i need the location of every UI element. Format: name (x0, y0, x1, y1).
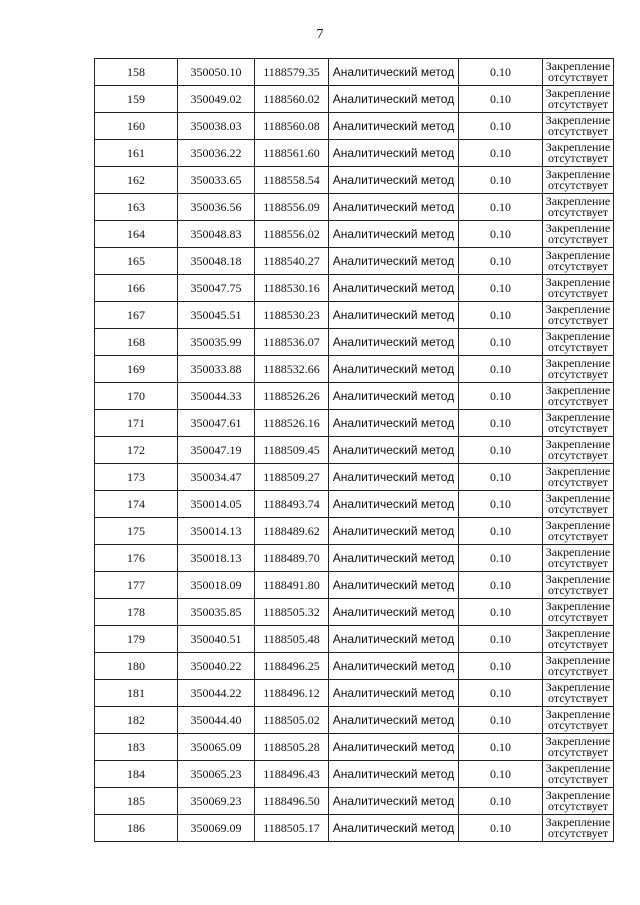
table-row (95, 410, 614, 437)
fixation-note-line2: отсутствует (547, 232, 609, 246)
x-coordinate-cell: 350033.65 (178, 167, 255, 194)
point-number-cell: 172 (95, 437, 178, 464)
accuracy-cell: 0.10 (459, 86, 543, 113)
method-cell: Аналитический метод (329, 221, 459, 248)
fixation-note-line2: отсутствует (547, 799, 609, 813)
point-number-cell: 183 (95, 734, 178, 761)
accuracy-cell: 0.10 (459, 248, 543, 275)
x-coordinate-cell: 350047.75 (178, 275, 255, 302)
accuracy-cell: 0.10 (459, 599, 543, 626)
fixation-note-line1: Закрепление (545, 356, 611, 370)
fixation-note-cell (543, 383, 614, 410)
fixation-note-line1: Закрепление (545, 491, 611, 505)
table-row (95, 167, 614, 194)
point-number-cell: 184 (95, 761, 178, 788)
fixation-note-line1: Закрепление (545, 572, 611, 586)
table-row (95, 113, 614, 140)
fixation-note-cell (543, 761, 614, 788)
x-coordinate-cell: 350069.09 (178, 815, 255, 842)
x-coordinate-cell: 350034.47 (178, 464, 255, 491)
fixation-note-cell (543, 734, 614, 761)
fixation-note-cell (543, 572, 614, 599)
method-cell: Аналитический метод (329, 167, 459, 194)
y-coordinate-cell: 1188496.43 (255, 761, 329, 788)
y-coordinate-cell: 1188526.16 (255, 410, 329, 437)
fixation-note-line2: отсутствует (547, 502, 609, 516)
y-coordinate-cell: 1188530.23 (255, 302, 329, 329)
accuracy-cell: 0.10 (459, 788, 543, 815)
table-row (95, 599, 614, 626)
x-coordinate-cell: 350045.51 (178, 302, 255, 329)
fixation-note-line1: Закрепление (545, 113, 611, 127)
y-coordinate-cell: 1188493.74 (255, 491, 329, 518)
fixation-note-line1: Закрепление (545, 545, 611, 559)
accuracy-cell: 0.10 (459, 59, 543, 86)
x-coordinate-cell: 350014.05 (178, 491, 255, 518)
y-coordinate-cell: 1188530.16 (255, 275, 329, 302)
fixation-note-line2: отсутствует (547, 772, 609, 786)
fixation-note-line2: отсутствует (547, 745, 609, 759)
fixation-note-line2: отсутствует (547, 313, 609, 327)
accuracy-cell: 0.10 (459, 707, 543, 734)
x-coordinate-cell: 350018.09 (178, 572, 255, 599)
fixation-note-line1: Закрепление (545, 734, 611, 748)
x-coordinate-cell: 350040.22 (178, 653, 255, 680)
point-number-cell: 164 (95, 221, 178, 248)
accuracy-cell: 0.10 (459, 518, 543, 545)
y-coordinate-cell: 1188579.35 (255, 59, 329, 86)
fixation-note-line1: Закрепление (545, 680, 611, 694)
fixation-note-line1: Закрепление (545, 761, 611, 775)
point-number-cell: 160 (95, 113, 178, 140)
table-row (95, 653, 614, 680)
point-number-cell: 173 (95, 464, 178, 491)
method-cell: Аналитический метод (329, 653, 459, 680)
table-row (95, 572, 614, 599)
y-coordinate-cell: 1188526.26 (255, 383, 329, 410)
table-row (95, 59, 614, 86)
accuracy-cell: 0.10 (459, 302, 543, 329)
table-row (95, 788, 614, 815)
method-cell: Аналитический метод (329, 734, 459, 761)
y-coordinate-cell: 1188561.60 (255, 140, 329, 167)
fixation-note-line1: Закрепление (545, 707, 611, 721)
method-cell: Аналитический метод (329, 545, 459, 572)
coordinates-table-body (95, 59, 614, 842)
x-coordinate-cell: 350050.10 (178, 59, 255, 86)
method-cell: Аналитический метод (329, 140, 459, 167)
fixation-note-line2: отсутствует (547, 151, 609, 165)
accuracy-cell: 0.10 (459, 545, 543, 572)
accuracy-cell: 0.10 (459, 383, 543, 410)
fixation-note-cell (543, 707, 614, 734)
accuracy-cell: 0.10 (459, 356, 543, 383)
fixation-note-line2: отсутствует (547, 718, 609, 732)
table-row (95, 329, 614, 356)
point-number-cell: 161 (95, 140, 178, 167)
fixation-note-line1: Закрепление (545, 302, 611, 316)
method-cell: Аналитический метод (329, 356, 459, 383)
point-number-cell: 166 (95, 275, 178, 302)
method-cell: Аналитический метод (329, 410, 459, 437)
method-cell: Аналитический метод (329, 383, 459, 410)
method-cell: Аналитический метод (329, 59, 459, 86)
fixation-note-cell (543, 680, 614, 707)
accuracy-cell: 0.10 (459, 761, 543, 788)
x-coordinate-cell: 350035.85 (178, 599, 255, 626)
accuracy-cell: 0.10 (459, 410, 543, 437)
fixation-note-line1: Закрепление (545, 599, 611, 613)
fixation-note-cell (543, 653, 614, 680)
x-coordinate-cell: 350044.40 (178, 707, 255, 734)
fixation-note-line2: отсутствует (547, 367, 609, 381)
x-coordinate-cell: 350044.22 (178, 680, 255, 707)
fixation-note-line1: Закрепление (545, 167, 611, 181)
fixation-note-cell (543, 788, 614, 815)
accuracy-cell: 0.10 (459, 680, 543, 707)
point-number-cell: 175 (95, 518, 178, 545)
y-coordinate-cell: 1188505.02 (255, 707, 329, 734)
table-row (95, 518, 614, 545)
method-cell: Аналитический метод (329, 788, 459, 815)
y-coordinate-cell: 1188509.45 (255, 437, 329, 464)
table-row (95, 383, 614, 410)
fixation-note-cell (543, 194, 614, 221)
table-row (95, 464, 614, 491)
fixation-note-line2: отсутствует (547, 691, 609, 705)
fixation-note-line1: Закрепление (545, 653, 611, 667)
point-number-cell: 167 (95, 302, 178, 329)
fixation-note-line2: отсутствует (547, 637, 609, 651)
y-coordinate-cell: 1188491.80 (255, 572, 329, 599)
method-cell: Аналитический метод (329, 572, 459, 599)
accuracy-cell: 0.10 (459, 626, 543, 653)
fixation-note-line1: Закрепление (545, 221, 611, 235)
fixation-note-line1: Закрепление (545, 140, 611, 154)
fixation-note-cell (543, 221, 614, 248)
fixation-note-cell (543, 248, 614, 275)
fixation-note-line2: отсутствует (547, 583, 609, 597)
fixation-note-cell (543, 302, 614, 329)
point-number-cell: 185 (95, 788, 178, 815)
accuracy-cell: 0.10 (459, 329, 543, 356)
x-coordinate-cell: 350035.99 (178, 329, 255, 356)
fixation-note-line2: отсутствует (547, 610, 609, 624)
accuracy-cell: 0.10 (459, 194, 543, 221)
fixation-note-cell (543, 599, 614, 626)
fixation-note-cell (543, 329, 614, 356)
fixation-note-line2: отсутствует (547, 286, 609, 300)
y-coordinate-cell: 1188505.32 (255, 599, 329, 626)
accuracy-cell: 0.10 (459, 167, 543, 194)
accuracy-cell: 0.10 (459, 140, 543, 167)
fixation-note-line1: Закрепление (545, 194, 611, 208)
method-cell: Аналитический метод (329, 680, 459, 707)
y-coordinate-cell: 1188505.17 (255, 815, 329, 842)
fixation-note-cell (543, 545, 614, 572)
fixation-note-line1: Закрепление (545, 518, 611, 532)
method-cell: Аналитический метод (329, 626, 459, 653)
fixation-note-line2: отсутствует (547, 340, 609, 354)
method-cell: Аналитический метод (329, 302, 459, 329)
point-number-cell: 159 (95, 86, 178, 113)
table-row (95, 734, 614, 761)
method-cell: Аналитический метод (329, 329, 459, 356)
point-number-cell: 182 (95, 707, 178, 734)
method-cell: Аналитический метод (329, 464, 459, 491)
point-number-cell: 163 (95, 194, 178, 221)
table-row (95, 491, 614, 518)
accuracy-cell: 0.10 (459, 653, 543, 680)
y-coordinate-cell: 1188509.27 (255, 464, 329, 491)
fixation-note-cell (543, 356, 614, 383)
method-cell: Аналитический метод (329, 248, 459, 275)
x-coordinate-cell: 350047.61 (178, 410, 255, 437)
y-coordinate-cell: 1188536.07 (255, 329, 329, 356)
fixation-note-line1: Закрепление (545, 626, 611, 640)
method-cell: Аналитический метод (329, 86, 459, 113)
point-number-cell: 171 (95, 410, 178, 437)
x-coordinate-cell: 350044.33 (178, 383, 255, 410)
fixation-note-cell (543, 464, 614, 491)
point-number-cell: 186 (95, 815, 178, 842)
method-cell: Аналитический метод (329, 815, 459, 842)
fixation-note-cell (543, 140, 614, 167)
accuracy-cell: 0.10 (459, 275, 543, 302)
fixation-note-cell (543, 86, 614, 113)
x-coordinate-cell: 350040.51 (178, 626, 255, 653)
accuracy-cell: 0.10 (459, 221, 543, 248)
accuracy-cell: 0.10 (459, 491, 543, 518)
table-row (95, 626, 614, 653)
accuracy-cell: 0.10 (459, 815, 543, 842)
fixation-note-line1: Закрепление (545, 410, 611, 424)
point-number-cell: 176 (95, 545, 178, 572)
x-coordinate-cell: 350048.18 (178, 248, 255, 275)
y-coordinate-cell: 1188505.48 (255, 626, 329, 653)
table-row (95, 680, 614, 707)
point-number-cell: 177 (95, 572, 178, 599)
fixation-note-line2: отсутствует (547, 529, 609, 543)
fixation-note-line2: отсутствует (547, 394, 609, 408)
fixation-note-cell (543, 410, 614, 437)
x-coordinate-cell: 350036.56 (178, 194, 255, 221)
accuracy-cell: 0.10 (459, 572, 543, 599)
y-coordinate-cell: 1188560.02 (255, 86, 329, 113)
fixation-note-line2: отсутствует (547, 205, 609, 219)
method-cell: Аналитический метод (329, 599, 459, 626)
y-coordinate-cell: 1188496.50 (255, 788, 329, 815)
coordinates-table (94, 58, 614, 842)
y-coordinate-cell: 1188496.25 (255, 653, 329, 680)
x-coordinate-cell: 350065.09 (178, 734, 255, 761)
table-row (95, 194, 614, 221)
x-coordinate-cell: 350018.13 (178, 545, 255, 572)
method-cell: Аналитический метод (329, 491, 459, 518)
table-row (95, 248, 614, 275)
fixation-note-line2: отсутствует (547, 556, 609, 570)
fixation-note-cell (543, 437, 614, 464)
fixation-note-line1: Закрепление (545, 86, 611, 100)
point-number-cell: 180 (95, 653, 178, 680)
point-number-cell: 162 (95, 167, 178, 194)
method-cell: Аналитический метод (329, 707, 459, 734)
y-coordinate-cell: 1188556.09 (255, 194, 329, 221)
table-row (95, 275, 614, 302)
fixation-note-line2: отсутствует (547, 475, 609, 489)
y-coordinate-cell: 1188505.28 (255, 734, 329, 761)
y-coordinate-cell: 1188532.66 (255, 356, 329, 383)
point-number-cell: 181 (95, 680, 178, 707)
table-row (95, 437, 614, 464)
fixation-note-line1: Закрепление (545, 383, 611, 397)
x-coordinate-cell: 350049.02 (178, 86, 255, 113)
table-row (95, 221, 614, 248)
point-number-cell: 174 (95, 491, 178, 518)
table-row (95, 356, 614, 383)
y-coordinate-cell: 1188560.08 (255, 113, 329, 140)
method-cell: Аналитический метод (329, 194, 459, 221)
y-coordinate-cell: 1188540.27 (255, 248, 329, 275)
y-coordinate-cell: 1188496.12 (255, 680, 329, 707)
fixation-note-cell (543, 167, 614, 194)
point-number-cell: 169 (95, 356, 178, 383)
method-cell: Аналитический метод (329, 113, 459, 140)
page-number: 7 (316, 27, 324, 42)
fixation-note-line2: отсутствует (547, 259, 609, 273)
fixation-note-line1: Закрепление (545, 275, 611, 289)
fixation-note-line2: отсутствует (547, 448, 609, 462)
fixation-note-line2: отсутствует (547, 124, 609, 138)
y-coordinate-cell: 1188558.54 (255, 167, 329, 194)
fixation-note-line1: Закрепление (545, 329, 611, 343)
accuracy-cell: 0.10 (459, 464, 543, 491)
point-number-cell: 178 (95, 599, 178, 626)
fixation-note-line2: отсутствует (547, 664, 609, 678)
point-number-cell: 170 (95, 383, 178, 410)
table-row (95, 545, 614, 572)
point-number-cell: 165 (95, 248, 178, 275)
point-number-cell: 158 (95, 59, 178, 86)
fixation-note-line1: Закрепление (545, 59, 611, 73)
accuracy-cell: 0.10 (459, 113, 543, 140)
fixation-note-line2: отсутствует (547, 97, 609, 111)
accuracy-cell: 0.10 (459, 437, 543, 464)
fixation-note-cell (543, 113, 614, 140)
fixation-note-line1: Закрепление (545, 437, 611, 451)
y-coordinate-cell: 1188489.62 (255, 518, 329, 545)
fixation-note-cell (543, 59, 614, 86)
x-coordinate-cell: 350038.03 (178, 113, 255, 140)
method-cell: Аналитический метод (329, 437, 459, 464)
fixation-note-line2: отсутствует (547, 421, 609, 435)
fixation-note-line2: отсутствует (547, 178, 609, 192)
fixation-note-cell (543, 626, 614, 653)
method-cell: Аналитический метод (329, 275, 459, 302)
x-coordinate-cell: 350047.19 (178, 437, 255, 464)
table-row (95, 302, 614, 329)
fixation-note-line1: Закрепление (545, 815, 611, 829)
x-coordinate-cell: 350065.23 (178, 761, 255, 788)
y-coordinate-cell: 1188489.70 (255, 545, 329, 572)
fixation-note-line1: Закрепление (545, 248, 611, 262)
method-cell: Аналитический метод (329, 518, 459, 545)
fixation-note-line1: Закрепление (545, 788, 611, 802)
fixation-note-line2: отсутствует (547, 826, 609, 840)
table-row (95, 761, 614, 788)
fixation-note-cell (543, 491, 614, 518)
point-number-cell: 179 (95, 626, 178, 653)
table-row (95, 707, 614, 734)
x-coordinate-cell: 350033.88 (178, 356, 255, 383)
table-row (95, 140, 614, 167)
table-row (95, 86, 614, 113)
fixation-note-line2: отсутствует (547, 70, 609, 84)
fixation-note-cell (543, 815, 614, 842)
fixation-note-cell (543, 275, 614, 302)
table-row (95, 815, 614, 842)
method-cell: Аналитический метод (329, 761, 459, 788)
y-coordinate-cell: 1188556.02 (255, 221, 329, 248)
accuracy-cell: 0.10 (459, 734, 543, 761)
x-coordinate-cell: 350014.13 (178, 518, 255, 545)
x-coordinate-cell: 350069.23 (178, 788, 255, 815)
fixation-note-line1: Закрепление (545, 464, 611, 478)
fixation-note-cell (543, 518, 614, 545)
x-coordinate-cell: 350048.83 (178, 221, 255, 248)
x-coordinate-cell: 350036.22 (178, 140, 255, 167)
point-number-cell: 168 (95, 329, 178, 356)
